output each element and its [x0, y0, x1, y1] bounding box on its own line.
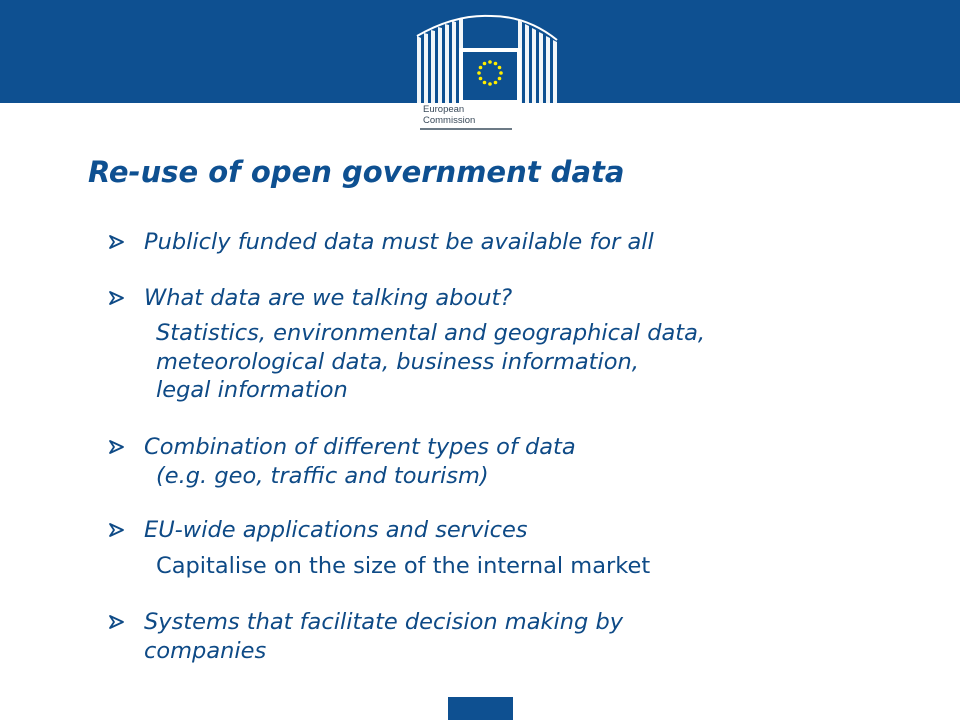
bullet-text: What data are we talking about?: [144, 285, 513, 311]
bullet-text-continued: companies: [144, 638, 267, 664]
sub-text: Statistics, environmental and geographical data,: [156, 320, 706, 346]
arrow-bullet-icon: [108, 283, 132, 313]
sub-text: legal information: [156, 377, 348, 403]
bullet-text: EU-wide applications and services: [144, 517, 528, 543]
footer-box: [448, 697, 513, 720]
arrow-bullet-icon: [108, 607, 132, 637]
bullet-text: Publicly funded data must be available for all: [144, 229, 654, 255]
arrow-bullet-icon: [108, 227, 132, 257]
sub-text: (e.g. geo, traffic and tourism): [156, 463, 489, 489]
slide-title: Re-use of open government data: [88, 155, 625, 189]
arrow-bullet-icon: [108, 515, 132, 545]
logo-line-european: European: [423, 104, 465, 115]
bullet-text: Systems that facilitate decision making by: [144, 609, 624, 635]
arrow-bullet-icon: [108, 432, 132, 462]
sub-text: Capitalise on the size of the internal market: [156, 553, 651, 579]
logo-line-commission: Commission: [423, 115, 476, 126]
bullet-text: Combination of different types of data: [144, 434, 576, 460]
sub-text: meteorological data, business information,: [156, 349, 639, 375]
